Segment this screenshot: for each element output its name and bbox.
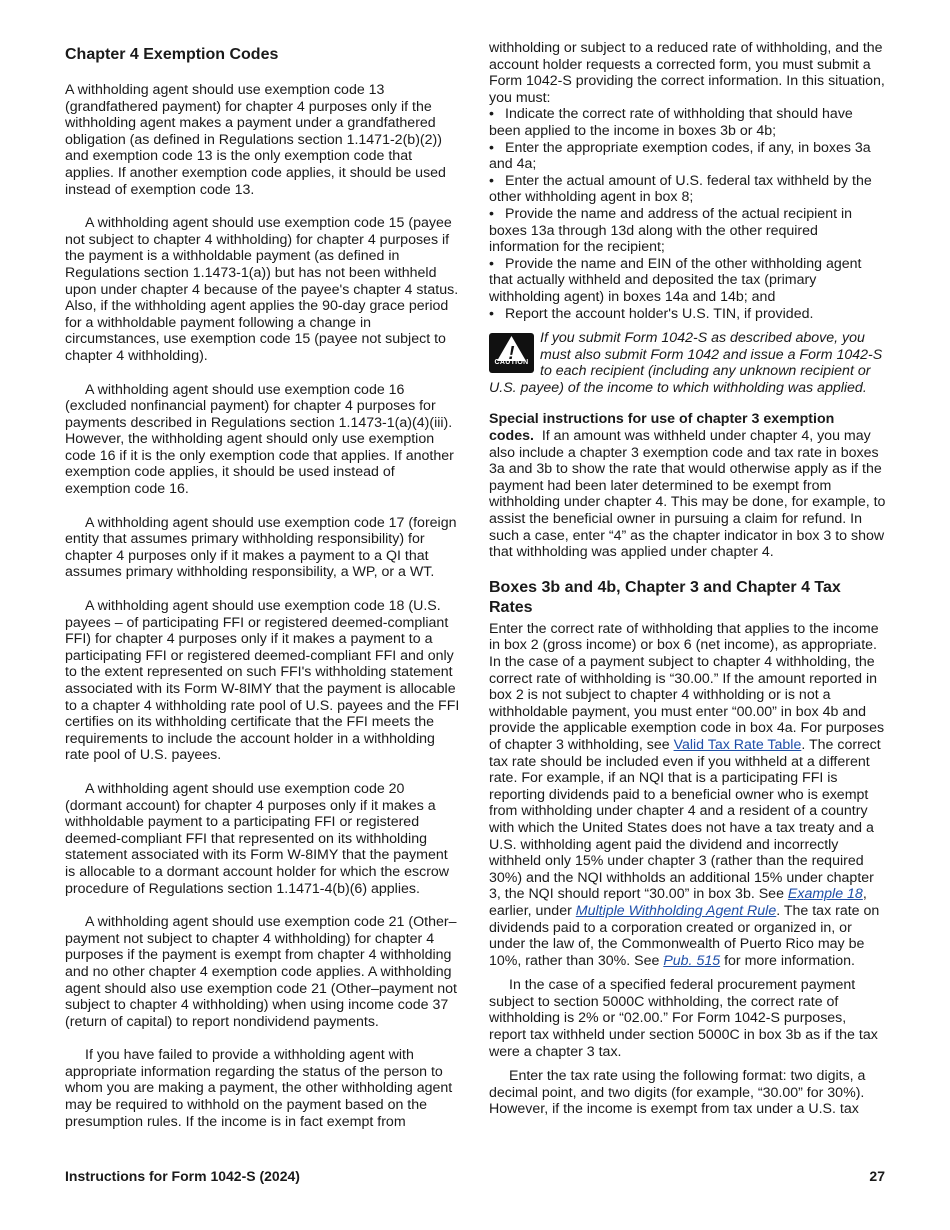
caution-note <box>489 330 887 396</box>
list-item: • Enter the appropriate exemption codes, if any, in boxes 3a and 4a; <box>489 139 871 173</box>
page-number: 27 <box>869 1168 885 1184</box>
paragraph-code-18: A withholding agent should use exemption code 18 (U.S. payees – of participating FFI or registered deemed-compliant FFI) for chapter 4 purposes only if it makes a payment to a participating FFI or registered deemed-compliant FFI and only to the extent represented on such FFI's withholding statement associated with its Form W-8IMY that the payment is allocable to a chapter 4 withholding rate pool of U.S. payees and the FFI certifies on its withholding certificate that the FFI meets the requirements to include the account holder in a withholding rate pool of U.S. payees. <box>65 598 460 764</box>
caution-text: If you submit Form 1042-S as described above, you must also submit Form 1042 and issue a Form 1042-S to each recipient (including any unknown recipient or U.S. payee) of the income to which withholding was applied. <box>489 330 883 396</box>
list-item: • Enter the actual amount of U.S. federal tax withheld by the other withholding agent in box 8; <box>489 172 872 206</box>
bullet-icon: • <box>489 205 494 222</box>
bullet-icon: • <box>489 139 494 156</box>
paragraph-continued: withholding or subject to a reduced rate of withholding, and the account holder requests a corrected form, you must submit a Form 1042-S providing the correct information. In this situation, you must: <box>489 40 885 106</box>
paragraph-code-16: A withholding agent should use exemption code 16 (excluded nonfinancial payment) for chapter 4 purposes for payments described in Regulations section 1.1473-1(a)(4)(iii). However, the withholding agent should only use exemption code 16 if it is the only exemption code that applies. If another exemption code applies, it should be used instead of exemption code 16. <box>65 381 454 498</box>
right-column <box>489 40 887 1118</box>
bullet-icon: • <box>489 172 494 189</box>
paragraph-code-20: A withholding agent should use exemption code 20 (dormant account) for chapter 4 purposes only if it makes a withholdable payment to a participating FFI or registered deemed-compliant FFI that represented on its withholding statement associated with its Form W-8IMY that the payment is allocable to a dormant account holder for which the escrow procedure of Regulations section 1.1471-4(b)(6) applies. <box>65 780 450 897</box>
paragraph-code-17: A withholding agent should use exemption code 17 (foreign entity that assumes primary withholding responsibility) for chapter 4 purposes only if it makes a payment to a QI that assumes primary withholding responsibility, a WP, or a WT. <box>65 514 457 581</box>
special-heading: Special instructions for use of chapter 3 exemption codes. <box>489 411 835 445</box>
list-item: • Indicate the correct rate of withholding that should have been applied to the income in boxes 3b or 4b; <box>489 106 853 139</box>
paragraph-rate-format: Enter the tax rate using the following format: two digits, a decimal point, and two digits (for example, “30.00” for 30%). However, if the income is exempt from tax under a U.S. tax <box>489 1068 866 1118</box>
link-pub-515[interactable]: Pub. 515 <box>663 952 721 969</box>
list-item: • Provide the name and address of the actual recipient in boxes 13a through 13d along with the other required information for the recipient; <box>489 205 853 256</box>
bullet-list <box>489 106 887 322</box>
paragraph-code-21: A withholding agent should use exemption code 21 (Other–payment not subject to chapter 4 withholding) for chapter 4 purposes if the payment is exempt from chapter 4 withholding and no other chapter 4 exemption code applies. A withholding agent should also use exemption code 21 (Other–payment not subject to chapter 4 withholding) when using income code 37 (return of capital) to report nondividend payments. <box>65 914 457 1030</box>
left-column <box>65 40 461 1130</box>
section-heading: Chapter 4 Exemption Codes <box>65 46 279 63</box>
paragraph-tax-rate: Enter the correct rate of withholding that applies to the income in box 2 (gross income) or box 6 (net income), as appropriate. In the case of a payment subject to chapter 4 withholding, the correct rate of withholding is “30.00.” If the amount reported in box 2 is not subject to chapter 4 withholding or is not a withholdable payment, you must enter “00.00” in box 4b and provide the applicable exemption code in box 4a. For purposes of chapter 3 withholding, see Valid Tax Rate Table. The correct tax rate should be included even if you withheld at a different rate. For example, if an NQI that is a participating FFI is reporting dividends paid to a beneficial owner who is exempt from withholding under chapter 4 and a resident of a country with which the United States does not have a tax treaty and a U.S. withholding agent paid the dividend and incorrectly withheld only 15% under chapter 3 (rather than the required 30%) and the NQI withholds an additional 15% under chapter 3, the NQI should report “30.00” in box 3b. See Example 18, earlier, under Multiple Withholding Agent Rule. The tax rate on dividends paid to a corporation created or organized in, or under the law of, the Commonwealth of Puerto Rico may be 10%, rather than 30%. See Pub. 515 for more information. <box>489 620 885 969</box>
list-item: • Provide the name and EIN of the other withholding agent that actually withheld and deposited the tax (primary withholding agent) in boxes 14a and 14b; and <box>489 255 862 305</box>
paragraph-special-instructions: Special instructions for use of chapter 3 exemption codes. If an amount was withheld under chapter 4, you may also include a chapter 3 exemption code and tax rate in boxes 3a and 3b to show the rate that would otherwise apply as if the payment had been later determined to be exempt from withholding under chapter 4. This may be done, for example, to assist the beneficial owner in pursuing a claim for refund. In such a case, enter “4” as the chapter indicator in box 3 to show that withholding was applied under chapter 4. <box>489 411 886 561</box>
bullet-icon: • <box>489 305 494 322</box>
paragraph-section-5000c: In the case of a specified federal procurement payment subject to section 5000C withholding, the correct rate of withholding is 2% or “02.00.” For Form 1042-S purposes, report tax withheld under section 5000C in box 3b as if the tax were a chapter 3 tax. <box>489 977 878 1060</box>
link-valid-tax-rate-table[interactable]: Valid Tax Rate Table <box>673 736 802 753</box>
bullet-icon: • <box>489 255 494 272</box>
paragraph-code-13: A withholding agent should use exemption code 13 (grandfathered payment) for chapter 4 purposes only if the withholding agent makes a payment under a grandfathered obligation (as defined in Regulations section 1.1471-2(b)(2)) and exemption code 13 is the only exemption code that applies. If another exemption code applies, it should be used instead of exemption code 13. <box>65 82 446 198</box>
caution-exclamation: ! <box>508 343 515 364</box>
link-example-18[interactable]: Example 18 <box>787 886 863 903</box>
caution-icon <box>489 333 534 373</box>
paragraph-failed-info: If you have failed to provide a withholding agent with appropriate information regarding the status of the person to whom you are making a payment, the other withholding agent may be required to withhold on the payment based on the presumption rules. If the income is in fact exempt from <box>65 1047 453 1130</box>
subheading-tax-rates: Boxes 3b and 4b, Chapter 3 and Chapter 4 Tax Rates <box>489 578 841 616</box>
bullet-icon: • <box>489 106 494 123</box>
paragraph-code-15: A withholding agent should use exemption code 15 (payee not subject to chapter 4 withholding) for chapter 4 purposes if the payment is a withholdable payment (as defined in Regulations section 1.1473-1(a)) but has not been withheld upon under chapter 4 because of the payee's chapter 4 status. Also, if the withholding agent applies the 90-day grace period for a withholdable payment following a change in circumstances, use exemption code 15 (payee not subject to chapter 4 withholding). <box>65 215 459 364</box>
caution-label: CAUTION <box>494 358 529 366</box>
footer-title: Instructions for Form 1042-S (2024) <box>65 1168 300 1184</box>
link-multiple-withholding-agent-rule[interactable]: Multiple Withholding Agent Rule <box>575 902 777 919</box>
list-item: • Report the account holder's U.S. TIN, if provided. <box>489 305 814 322</box>
